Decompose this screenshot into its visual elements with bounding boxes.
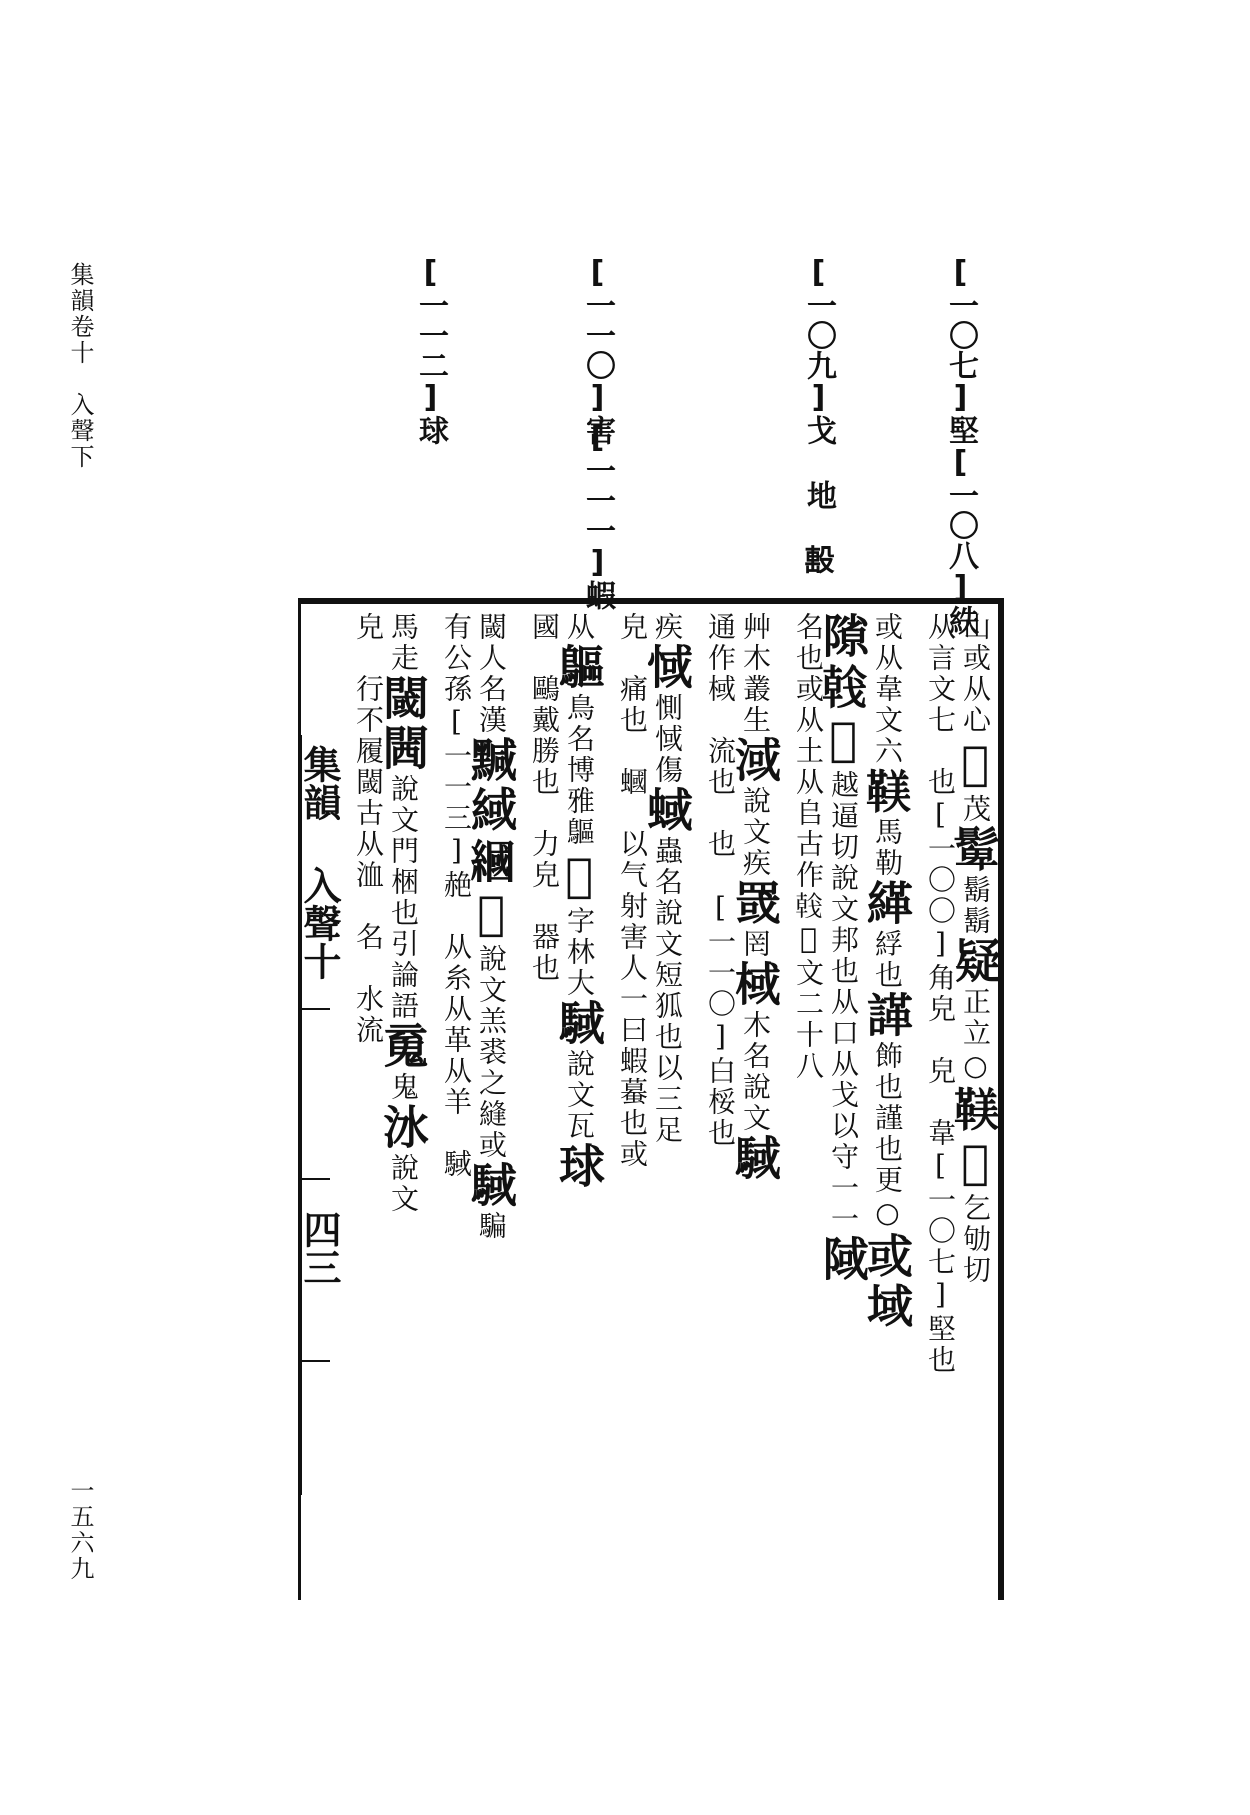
annotation-text: [一〇〇]角皃 bbox=[924, 798, 957, 1025]
head-character: 緎 bbox=[464, 786, 518, 836]
annotation-text: 國 鷗戴勝也 力皃 器也 bbox=[528, 612, 561, 984]
annotation-text: 山或从心 bbox=[959, 612, 992, 736]
collation-note-107: [一〇七]堅[一〇八]紩 bbox=[943, 255, 978, 635]
collation-note-111: [一一一]蝦 bbox=[580, 420, 615, 610]
text-column bbox=[684, 612, 737, 1592]
head-character: 黬 bbox=[464, 736, 518, 786]
head-character: 𩋼𩎳 bbox=[948, 1085, 1002, 1193]
head-character: 球 bbox=[552, 1142, 606, 1192]
annotation-text: 有公孫[一一三]赩 从糸从革从羊 䮙 bbox=[440, 612, 473, 1180]
annotation-text: 三足 bbox=[651, 1084, 684, 1146]
annotation-text: 名也或从土从𠂤古作𢧢𣣕文二十八 bbox=[792, 612, 825, 1082]
annotation-text: 惻惐傷 bbox=[651, 693, 684, 786]
head-character: 𣲙 bbox=[376, 1103, 430, 1153]
head-character: 䮙 bbox=[552, 999, 606, 1049]
annotation-text: 蟲名說文短狐也以 bbox=[651, 836, 684, 1084]
head-character: 䧕 bbox=[816, 1235, 870, 1285]
annotation-text: 从言文七 也 bbox=[924, 612, 957, 798]
text-column bbox=[596, 612, 649, 1592]
annotation-text: 說文瓦 bbox=[563, 1049, 596, 1142]
annotation-text: 說文門梱也引論語 bbox=[387, 774, 420, 1022]
head-character: 蜮 bbox=[640, 786, 694, 836]
annotation-text: 木名說文 bbox=[739, 1010, 772, 1134]
annotation-text: 綒也 bbox=[871, 929, 904, 991]
head-character: 𨻶𢧢𣣕 bbox=[816, 612, 870, 770]
strip-folio: 四三 bbox=[297, 1210, 342, 1286]
head-character: 罭 bbox=[728, 879, 782, 929]
head-character: 𧦽 bbox=[948, 736, 1002, 794]
head-character: 𩭧 bbox=[948, 825, 1002, 875]
strip-divider bbox=[300, 1360, 330, 1362]
head-character: 䳼 bbox=[552, 643, 606, 693]
head-character: 或域 bbox=[860, 1232, 914, 1332]
annotation-text: 飾也謹也更 bbox=[871, 1041, 904, 1196]
collation-note-110: [一一〇]害 bbox=[580, 255, 615, 445]
annotation-text: 鳥名博雅䳼 bbox=[563, 693, 596, 848]
annotation-text: 皃 bbox=[924, 1025, 957, 1087]
head-character: 𦄱 bbox=[464, 886, 518, 944]
annotation-text: 鬍鬍 bbox=[959, 875, 992, 937]
head-character: 𩋼 bbox=[860, 767, 914, 817]
annotation-text: 說文 bbox=[387, 1153, 420, 1215]
annotation-text: 越逼切說文邦也从口从戈以守一一 bbox=[827, 770, 860, 1235]
annotation-text: 閾人名漢 bbox=[475, 612, 508, 736]
head-character: 惐 bbox=[640, 643, 694, 693]
head-character: 緙 bbox=[860, 879, 914, 929]
head-character: 疑 bbox=[948, 937, 1002, 987]
head-character: 𡘢 bbox=[552, 848, 606, 906]
text-column bbox=[904, 612, 957, 1592]
annotation-text: 皃 痛也 蟈 以气射害人一曰蝦蟇也或 bbox=[616, 612, 649, 1170]
text-column bbox=[332, 612, 385, 1592]
page-folio: 一五六九 bbox=[66, 1478, 94, 1582]
annotation-text: 正立 bbox=[959, 987, 992, 1049]
collation-note-112: [一一二]球 bbox=[413, 255, 448, 445]
annotation-text: ○ bbox=[959, 1049, 992, 1085]
annotation-text: 韋[一〇七]堅也 bbox=[924, 1087, 957, 1376]
annotation-text: 通作棫 流也 也 [一一〇]白桵也 bbox=[704, 612, 737, 1149]
head-character: 𦄰 bbox=[464, 836, 518, 886]
annotation-text: 乞劬切 bbox=[959, 1193, 992, 1286]
annotation-text: 罔 bbox=[739, 929, 772, 960]
annotation-text: 說文羔裘之縫或 bbox=[475, 944, 508, 1161]
collation-note-109: [一〇九]戈 地 𣪠 bbox=[801, 255, 836, 575]
head-character: 棫 bbox=[728, 960, 782, 1010]
annotation-text: ○ bbox=[871, 1196, 904, 1232]
annotation-text: 騙 bbox=[475, 1211, 508, 1242]
head-character: 淢 bbox=[728, 736, 782, 786]
annotation-text: 字林大 bbox=[563, 906, 596, 999]
annotation-text: 或从韋文六 bbox=[871, 612, 904, 767]
strip-divider bbox=[300, 1008, 330, 1010]
strip-title: 集韻 入聲十 bbox=[297, 745, 342, 980]
annotation-text: 說文疾 bbox=[739, 786, 772, 879]
annotation-text: 疾 bbox=[651, 612, 684, 643]
annotation-text: 艸木叢生 bbox=[739, 612, 772, 736]
head-character: 諽 bbox=[860, 991, 914, 1041]
head-character: 䮙 bbox=[728, 1134, 782, 1184]
strip-divider bbox=[300, 1178, 330, 1180]
head-character: 閾閪 bbox=[376, 674, 430, 774]
head-character: 䰟 bbox=[376, 1022, 430, 1072]
annotation-text: 从 bbox=[563, 612, 596, 643]
head-character: 䮙 bbox=[464, 1161, 518, 1211]
annotation-text: 馬勒 bbox=[871, 817, 904, 879]
running-head: 集韻卷十 入聲下 bbox=[66, 262, 94, 470]
annotation-text: 茂 bbox=[959, 794, 992, 825]
annotation-text: 馬走 bbox=[387, 612, 420, 674]
annotation-text: 鬼 bbox=[387, 1072, 420, 1103]
annotation-text: 皃 行不履閾古从洫 名 水流 bbox=[352, 612, 385, 1046]
